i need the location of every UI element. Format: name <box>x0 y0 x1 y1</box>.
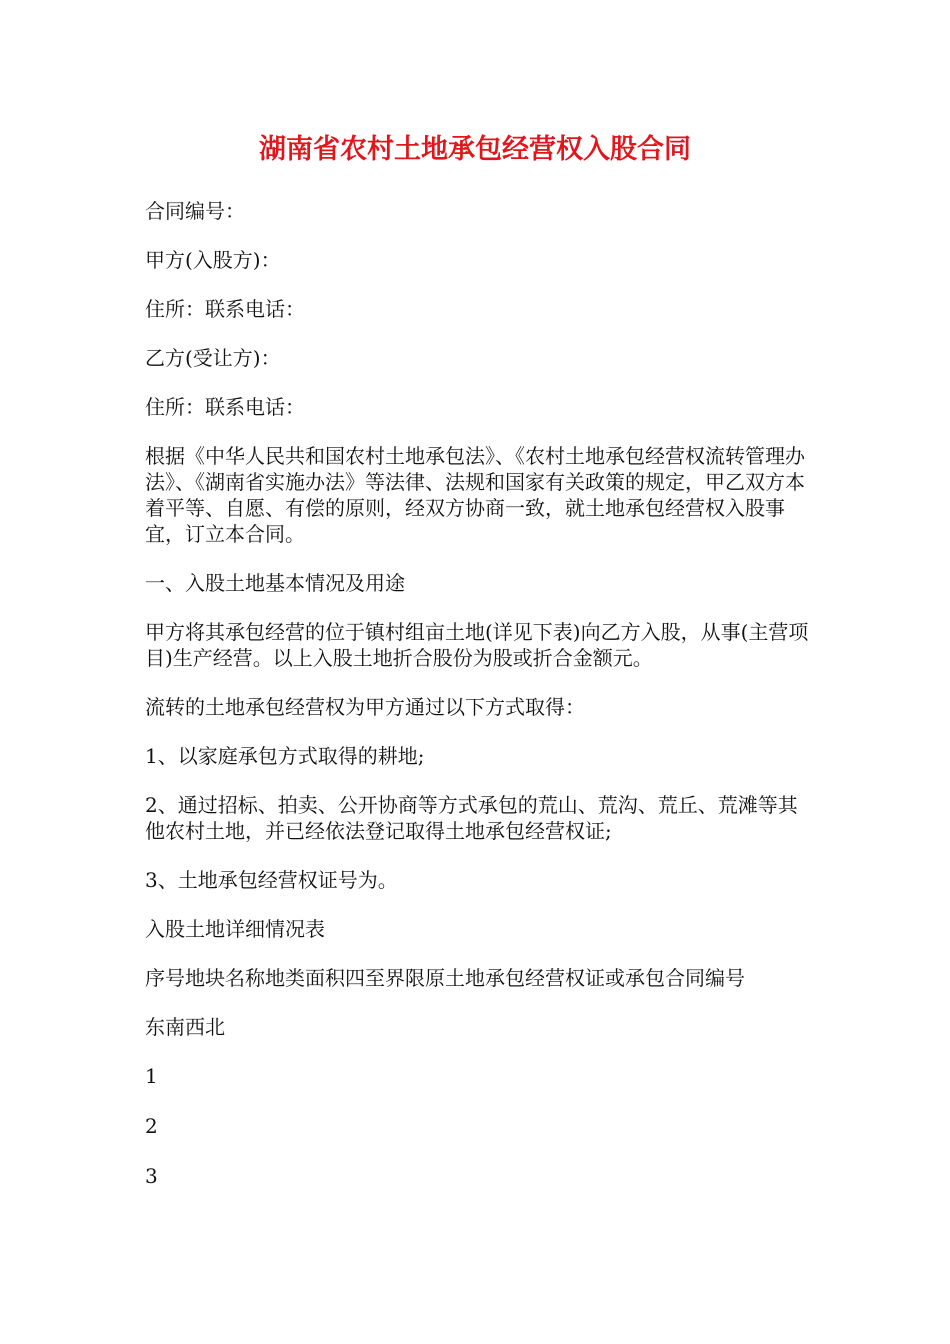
party-b-line: 乙方(受让方)： <box>145 346 281 370</box>
acquisition-item-3: 3、土地承包经营权证号为。 <box>145 868 398 892</box>
section-heading-1: 一、入股土地基本情况及用途 <box>145 571 405 595</box>
table-row-number: 2 <box>145 1114 158 1138</box>
table-row-number: 1 <box>145 1064 158 1088</box>
land-description-paragraph: 甲方将其承包经营的位于镇村组亩土地(详见下表)向乙方入股，从事(主营项目)生产经营。以上入股土地折合股份为股或折合金额元。 <box>145 620 809 670</box>
party-a-line: 甲方(入股方)： <box>145 248 281 272</box>
acquisition-intro-paragraph: 流转的土地承包经营权为甲方通过以下方式取得： <box>145 695 585 719</box>
table-row-number: 3 <box>145 1164 158 1188</box>
acquisition-item-1: 1、以家庭承包方式取得的耕地; <box>145 744 425 768</box>
preamble-paragraph: 根据《中华人民共和国农村土地承包法》、《农村土地承包经营权流转管理办法》、《湖南省实施办法》等法律、法规和国家有关政策的规定，甲乙双方本着平等、自愿、有偿的原则，经双方协商一致，就土地承包经营权入股事宜，订立本合同。 <box>145 444 805 546</box>
table-header-row: 序号地块名称地类面积四至界限原土地承包经营权证或承包合同编号 <box>145 966 745 990</box>
document-title: 湖南省农村土地承包经营权入股合同 <box>259 134 691 165</box>
table-title: 入股土地详细情况表 <box>145 917 325 941</box>
acquisition-item-2: 2、通过招标、拍卖、公开协商等方式承包的荒山、荒沟、荒丘、荒滩等其他农村土地，并已经依法登记取得土地承包经营权证; <box>145 793 798 843</box>
document-body <box>145 198 809 1213</box>
table-subheader-row: 东南西北 <box>145 1015 225 1039</box>
party-a-address-line: 住所：联系电话： <box>145 297 305 321</box>
contract-number-line: 合同编号： <box>145 199 245 223</box>
party-b-address-line: 住所：联系电话： <box>145 395 305 419</box>
